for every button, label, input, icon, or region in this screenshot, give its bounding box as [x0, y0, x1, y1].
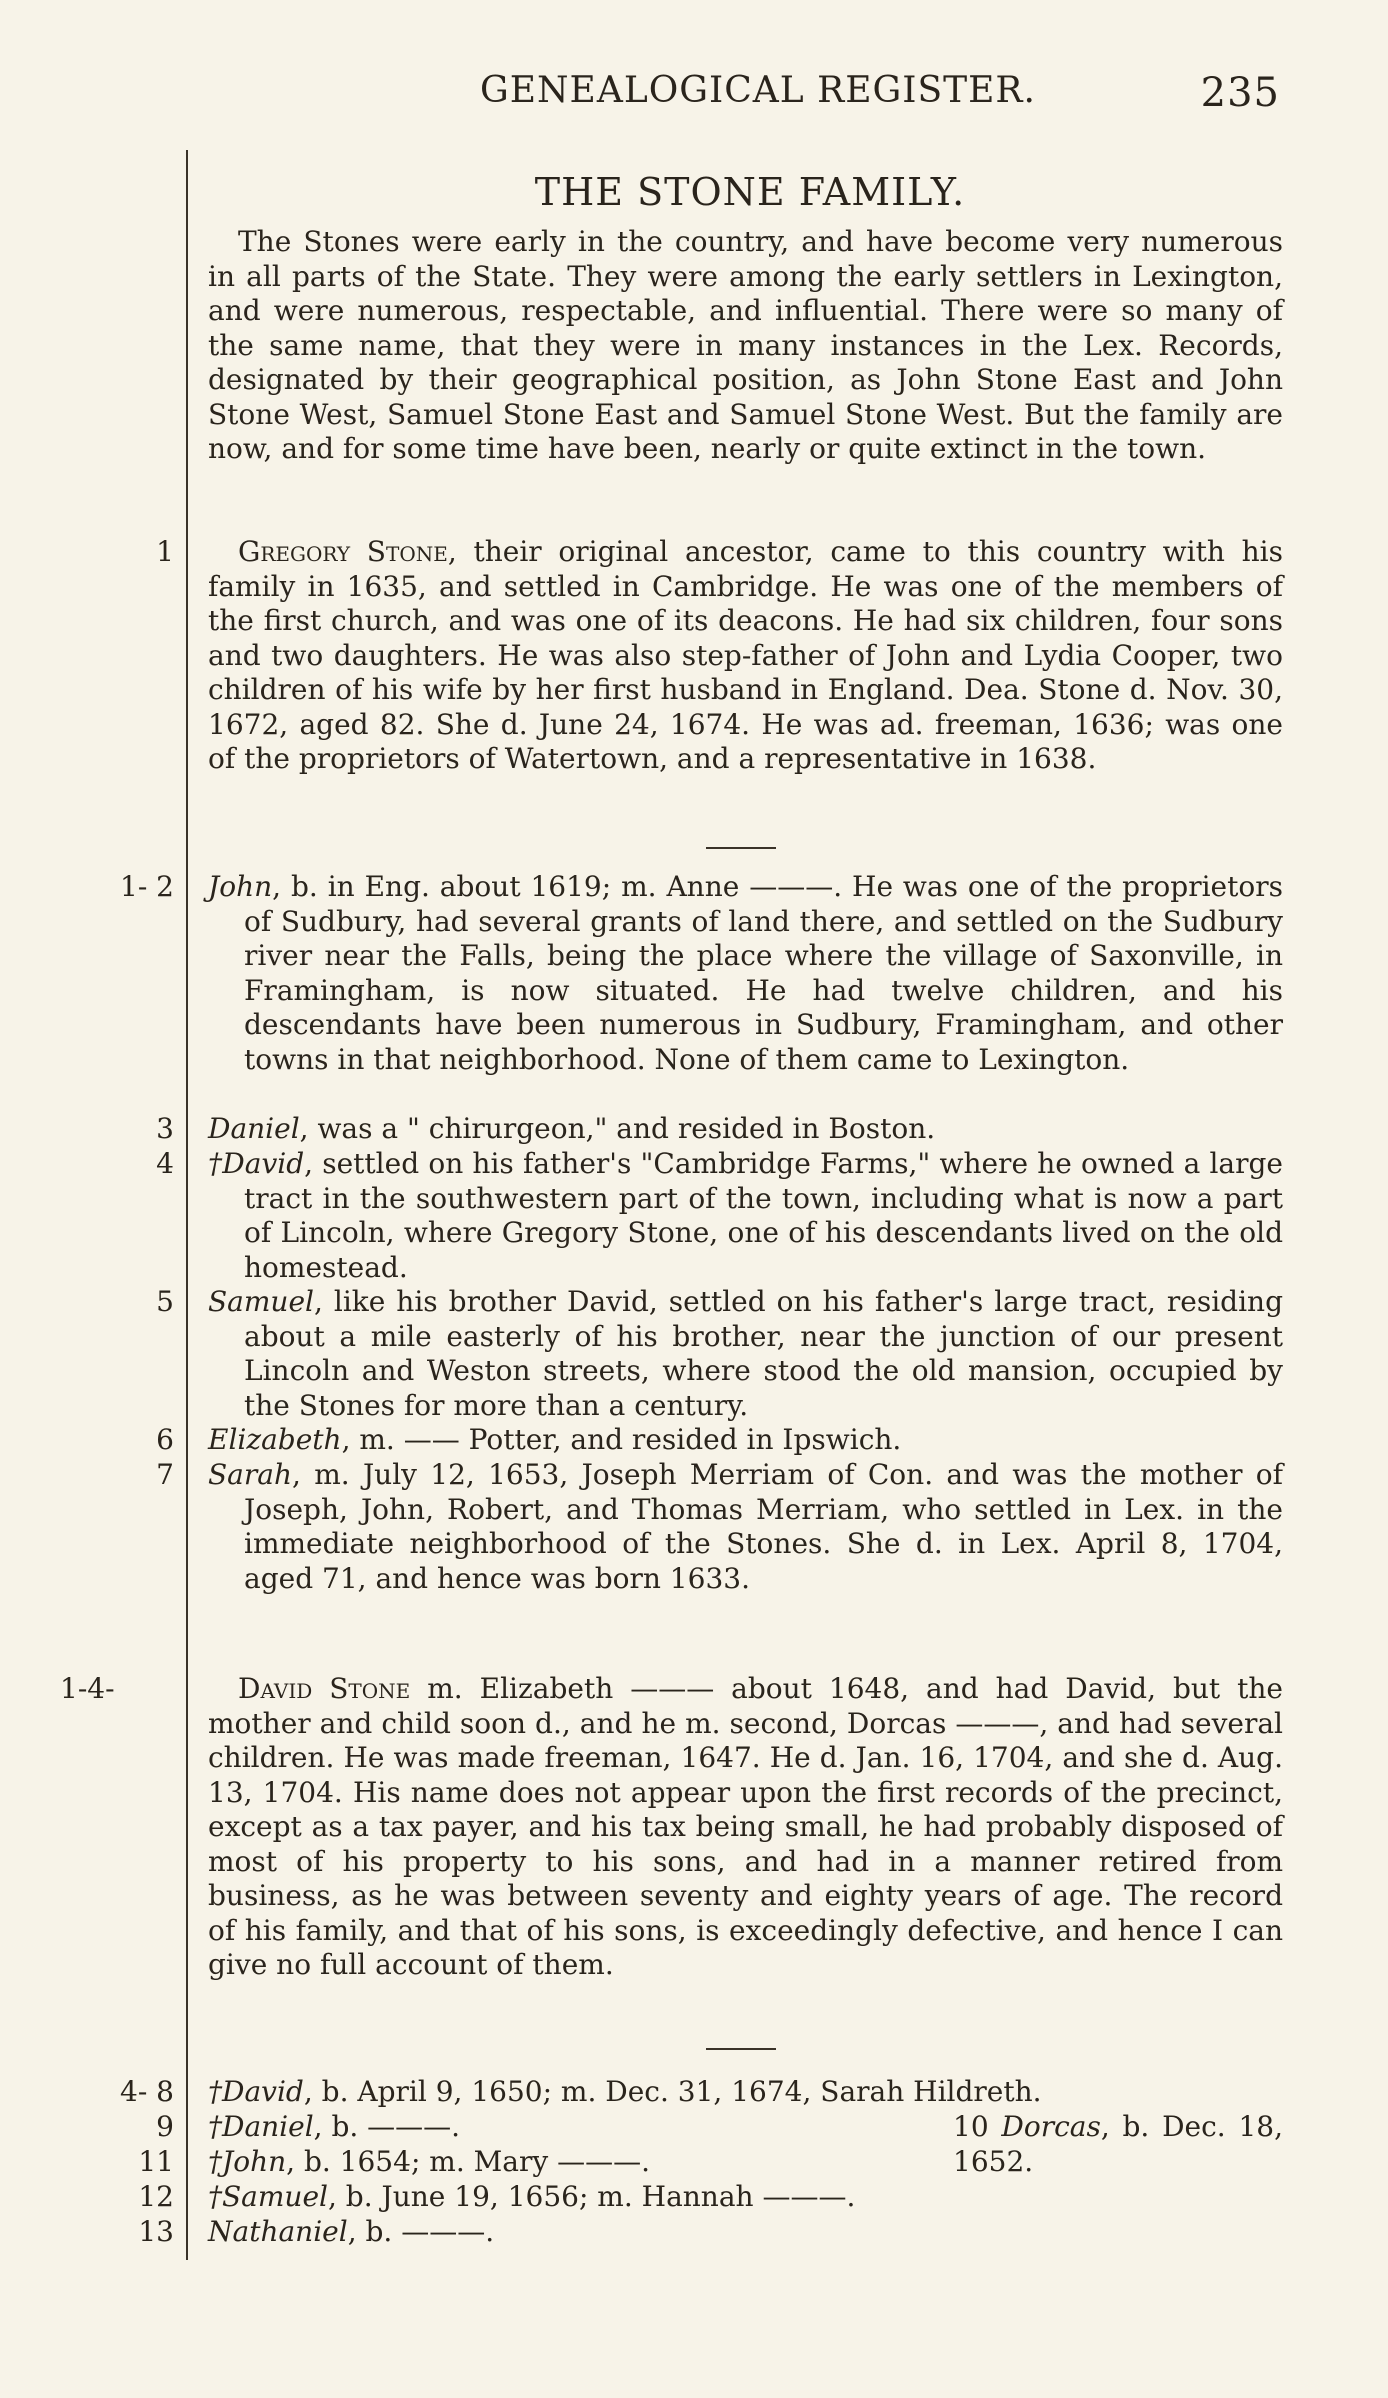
- person-text: , m. —— Potter, and resided in Ipswich.: [341, 1423, 902, 1456]
- entry-number: 1: [156, 535, 174, 568]
- intro-text: The Stones were early in the country, and have become very numerous in all parts of the State. They were among the early settlers in Lexington, and were numerous, respectable, and influential. There were so many of the same name, that they were in many instances in the Lex. Records, designated by their geographical position, as John Stone East and John Stone West, Samuel Stone East and Samuel Stone West. But the family are now, and for some time have been, nearly or quite extinct in the town.: [208, 225, 1283, 465]
- child-entry-elizabeth: [208, 1423, 1283, 1458]
- entry-number: 12: [138, 2180, 174, 2213]
- person-name: John: [208, 870, 273, 903]
- person-name: Elizabeth: [208, 1423, 342, 1456]
- person-name: Gregory Stone: [238, 535, 448, 568]
- person-name: Sarah: [208, 1458, 292, 1491]
- entry-number: 6: [156, 1423, 174, 1456]
- person-name: Daniel: [208, 1112, 300, 1145]
- entry-number: 11: [138, 2145, 174, 2178]
- section-title: THE STONE FAMILY.: [534, 170, 966, 214]
- person-name: †David: [208, 1147, 305, 1180]
- child-entry-john-jr: [208, 2145, 1283, 2180]
- entry-number: 3: [156, 1112, 174, 1145]
- entry-number: 9: [156, 2110, 174, 2143]
- person-text: , b. Dec. 18, 1652.: [953, 2110, 1283, 2178]
- intro-paragraph: [208, 225, 1283, 467]
- child-entry-samuel-jr: [208, 2180, 1283, 2215]
- gregory-paragraph: [208, 535, 1283, 777]
- entry-number: 4- 8: [120, 2075, 174, 2108]
- child-entry-david-jr: [208, 2075, 1283, 2110]
- child-entry-daniel: [208, 1112, 1283, 1147]
- person-text: , b. 1654; m. Mary ———.: [286, 2145, 650, 2178]
- person-text: , b. ———.: [313, 2110, 461, 2143]
- entry-number: 10: [953, 2110, 989, 2143]
- child-entry-david: [208, 1147, 1283, 1285]
- margin-rule: [186, 150, 188, 2260]
- entry-number: 1- 2: [120, 870, 174, 903]
- running-title: GENEALOGICAL REGISTER.: [480, 70, 1036, 111]
- person-text: , their original ancestor, came to this country with his family in 1635, and settled in Cambridge. He was one of the members of the first church, and was one of its deacons. He had six children, four sons and two daughters. He was also step-father of John and Lydia Cooper, two children of his wife by her first husband in England. Dea. Stone d. Nov. 30, 1672, aged 82. She d. June 24, 1674. He was ad. freeman, 1636; was one of the proprietors of Watertown, and a representative in 1638.: [208, 535, 1283, 775]
- section-divider: [706, 2048, 776, 2050]
- person-name: †Daniel: [208, 2110, 314, 2143]
- entry-number: 7: [156, 1458, 174, 1491]
- person-name: †Samuel: [208, 2180, 328, 2213]
- person-text: , b. June 19, 1656; m. Hannah ———.: [327, 2180, 856, 2213]
- person-text: , like his brother David, settled on his father's large tract, residing about a mile easterly of his brother, near the junction of our present Lincoln and Weston streets, where stood the old mansion, occupied by the Stones for more than a century.: [244, 1285, 1283, 1422]
- person-name: David Stone: [238, 1672, 411, 1705]
- entry-number: 13: [138, 2215, 174, 2248]
- person-name: Dorcas: [1001, 2110, 1101, 2143]
- person-text: , b. in Eng. about 1619; m. Anne ———. He was one of the proprietors of Sudbury, had several grants of land there, and settled on the Sudbury river near the Falls, being the place where the village of Saxonville, in Framingham, is now situated. He had twelve children, and his descendants have been numerous in Sudbury, Framingham, and other towns in that neighborhood. None of them came to Lexington.: [244, 870, 1283, 1076]
- person-text: m. Elizabeth ——— about 1648, and had David, but the mother and child soon d., and he m. second, Dorcas ———, and had several children. He was made freeman, 1647. He d. Jan. 16, 1704, and she d. Aug. 13, 1704. His name does not appear upon the first records of the precinct, except as a tax payer, and his tax being small, he had probably disposed of most of his property to his sons, and had in a manner retired from business, as he was between seventy and eighty years of age. The record of his family, and that of his sons, is exceedingly defective, and hence I can give no full account of them.: [208, 1672, 1283, 1981]
- person-text: , b. ———.: [347, 2215, 495, 2248]
- person-name: †David: [208, 2075, 304, 2108]
- page-number: 235: [1200, 70, 1280, 116]
- person-text: , b. April 9, 1650; m. Dec. 31, 1674, Sarah Hildreth.: [303, 2075, 1042, 2108]
- child-entry-samuel: [208, 1285, 1283, 1423]
- person-name: Samuel: [208, 1285, 314, 1318]
- entry-number: 1-4-: [60, 1672, 115, 1705]
- person-name: †John: [208, 2145, 287, 2178]
- person-text: , settled on his father's "Cambridge Farms," where he owned a large tract in the southwestern part of the town, including what is now a part of Lincoln, where Gregory Stone, one of his descendants lived on the old homestead.: [244, 1147, 1283, 1284]
- section-divider: [706, 847, 776, 849]
- child-entry-nathaniel: [208, 2215, 1283, 2250]
- child-entry-sarah: [208, 1458, 1283, 1596]
- person-text: , was a " chirurgeon," and resided in Boston.: [299, 1112, 936, 1145]
- entry-number: 4: [156, 1147, 174, 1180]
- person-text: , m. July 12, 1653, Joseph Merriam of Con. and was the mother of Joseph, John, Robert, and Thomas Merriam, who settled in Lex. in the immediate neighborhood of the Stones. She d. in Lex. April 8, 1704, aged 71, and hence was born 1633.: [244, 1458, 1283, 1595]
- person-name: Nathaniel: [208, 2215, 348, 2248]
- david-paragraph: [208, 1672, 1283, 1983]
- child-entry-john: [208, 870, 1283, 1077]
- entry-number: 5: [156, 1285, 174, 1318]
